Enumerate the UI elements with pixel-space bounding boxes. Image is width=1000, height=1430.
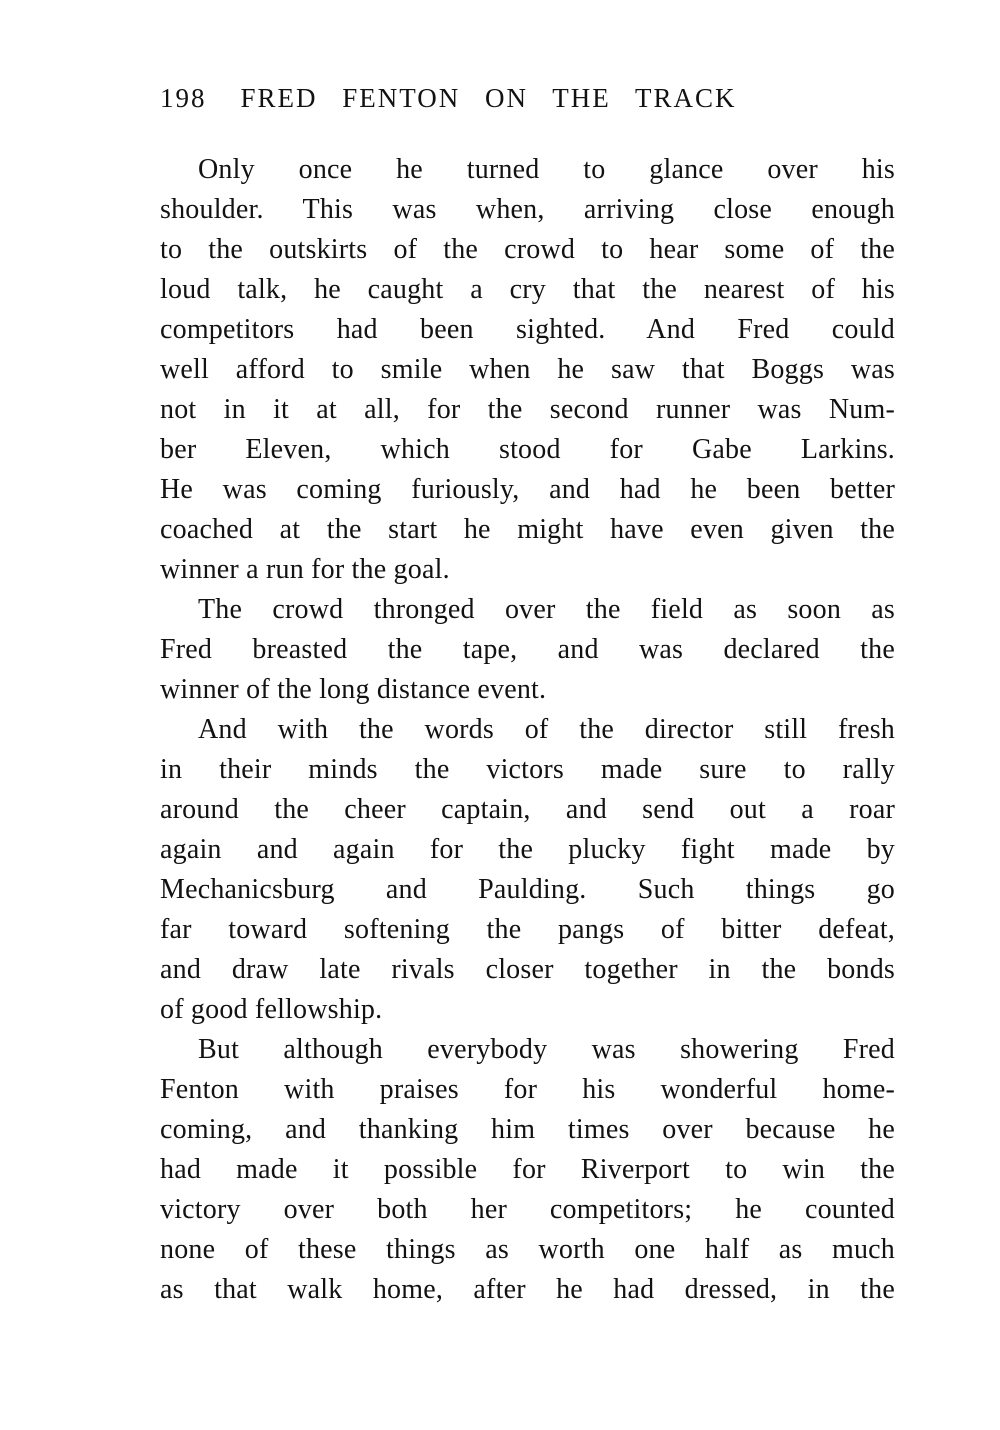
text-line: not in it at all, for the second runner was Num- <box>160 394 895 425</box>
text-line: winner a run for the goal. <box>160 554 450 585</box>
text-line: He was coming furiously, and had he been better <box>160 474 895 505</box>
paragraph <box>160 710 895 1030</box>
text-line: shoulder. This was when, arriving close enough <box>160 194 895 225</box>
text-line: well afford to smile when he saw that Boggs was <box>160 354 895 385</box>
text-line: But although everybody was showering Fred <box>198 1034 895 1065</box>
paragraph <box>160 150 895 590</box>
text-line: winner of the long distance event. <box>160 674 547 705</box>
text-line: as that walk home, after he had dressed, in the <box>160 1274 895 1305</box>
text-line: And with the words of the director still fresh <box>198 714 895 745</box>
paragraph <box>160 1030 895 1310</box>
page-number: 198 <box>160 83 207 113</box>
text-line: Only once he turned to glance over his <box>198 154 895 185</box>
text-line: again and again for the plucky fight made by <box>160 834 895 865</box>
text-line: in their minds the victors made sure to rally <box>160 754 895 785</box>
text-line: Mechanicsburg and Paulding. Such things go <box>160 874 895 905</box>
text-line: none of these things as worth one half as much <box>160 1234 895 1265</box>
text-line: of good fellowship. <box>160 994 383 1025</box>
text-line: The crowd thronged over the field as soon as <box>198 594 895 625</box>
text-line: Fenton with praises for his wonderful home- <box>160 1074 895 1105</box>
text-line: around the cheer captain, and send out a roar <box>160 794 895 825</box>
text-line: had made it possible for Riverport to win the <box>160 1154 895 1185</box>
text-line: victory over both her competitors; he counted <box>160 1194 895 1225</box>
paragraph <box>160 590 895 710</box>
page-body <box>160 150 895 1310</box>
text-line: loud talk, he caught a cry that the nearest of his <box>160 274 895 305</box>
text-line: far toward softening the pangs of bitter defeat, <box>160 914 895 945</box>
text-line: coached at the start he might have even given the <box>160 514 895 545</box>
text-line: competitors had been sighted. And Fred could <box>160 314 895 345</box>
running-head <box>160 82 895 114</box>
text-line: coming, and thanking him times over because he <box>160 1114 895 1145</box>
text-line: to the outskirts of the crowd to hear some of the <box>160 234 895 265</box>
running-title: FRED FENTON ON THE TRACK <box>240 83 737 113</box>
text-line: and draw late rivals closer together in the bonds <box>160 954 895 985</box>
text-line: Fred breasted the tape, and was declared the <box>160 634 895 665</box>
text-line: ber Eleven, which stood for Gabe Larkins. <box>160 434 895 465</box>
